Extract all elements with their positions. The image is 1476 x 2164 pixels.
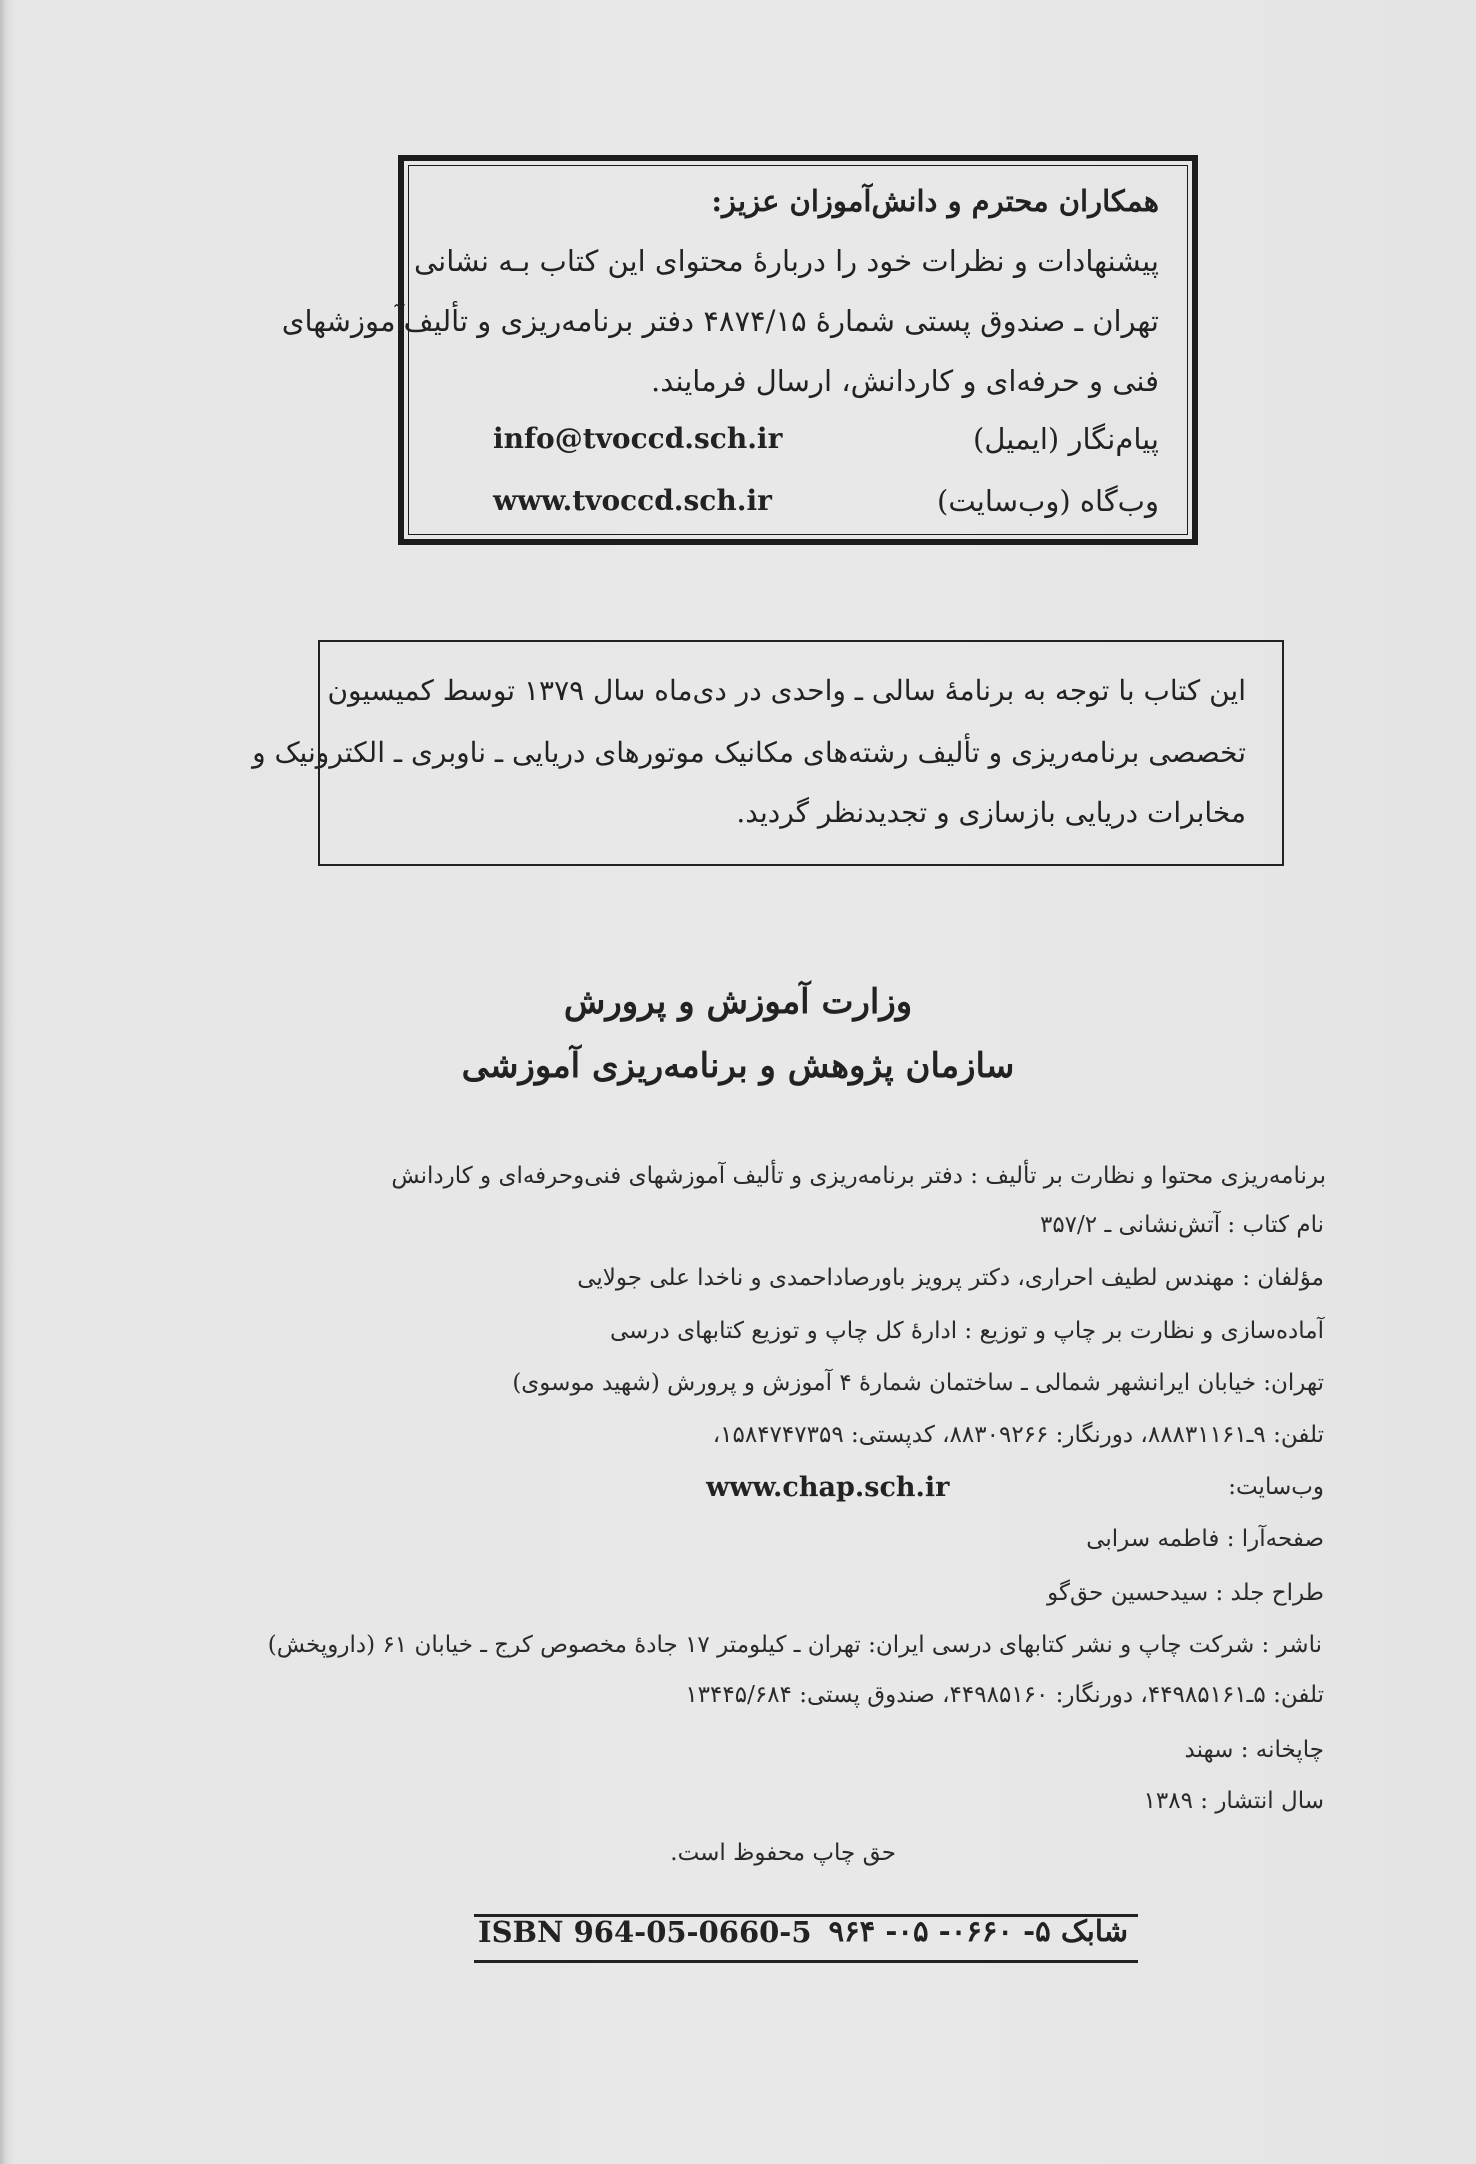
isbn-bottom-rule [474,1960,1138,1963]
address-line: تهران: خیابان ایرانشهر شمالی ـ ساختمان شمارهٔ ۴ آموزش و پرورش (شهید موسوی) [512,1370,1324,1396]
preparation-line: آماده‌سازی و نظارت بر چاپ و توزیع : ادارهٔ کل چاپ و توزیع کتابهای درسی [609,1318,1324,1344]
chap-website-label: وب‌سایت: [1228,1474,1324,1500]
authors-line: مؤلفان : مهندس لطیف احراری، دکتر پرویز باورصاداحمدی و ناخدا علی جولایی [577,1265,1324,1291]
feedback-line-2: تهران ـ صندوق پستی شمارهٔ ۴۸۷۴/۱۵ دفتر برنامه‌ریزی و تألیف‌آموزشهای [281,304,1159,338]
copyright-line: حق چاپ محفوظ است. [670,1840,896,1866]
feedback-heading: همکاران محترم و دانش‌آموزان عزیز: [711,184,1159,218]
feedback-line-1: پیشنهادات و نظرات خود را دربارهٔ محتوای این کتاب بـه نشانی [413,244,1159,278]
phone-line: تلفن: ۹ـ۸۸۸۳۱۱۶۱، دورنگار: ۸۸۳۰۹۲۶۶، کدپستی: ۱۵۸۴۷۴۷۳۵۹، [712,1422,1324,1448]
publisher-phone-line: تلفن: ۵ـ۴۴۹۸۵۱۶۱، دورنگار: ۴۴۹۸۵۱۶۰، صندوق پستی: ۱۳۴۴۵/۶۸۴ [685,1682,1324,1708]
approval-line-2: تخصصی برنامه‌ریزی و تألیف رشته‌های مکانیک موتورهای دریایی ـ ناوبری ـ الکترونیک و [252,736,1246,769]
approval-line-3: مخابرات دریایی بازسازی و تجدیدنظر گردید. [736,796,1246,829]
ministry-title: وزارت آموزش و پرورش [563,982,913,1022]
printing-house-line: چاپخانه : سهند [1184,1737,1324,1763]
feedback-line-3: فنی و حرفه‌ای و کاردانش، ارسال فرمایند. [651,364,1159,398]
feedback-box [281,155,1198,545]
isbn-english: ISBN 964-05-0660-5 [478,1915,812,1949]
publisher-line: ناشر : شرکت چاپ و نشر کتابهای درسی ایران: تهران ـ کیلومتر ۱۷ جادهٔ مخصوص کرج ـ خیابان ۶۱ (داروپخش) [267,1632,1322,1658]
email-label: پیام‌نگار (ایمیل) [973,422,1159,456]
email-value: info@tvoccd.sch.ir [493,422,783,455]
cover-designer-line: طراح جلد : سیدحسین حق‌گو [1047,1580,1324,1606]
publication-year-line: سال انتشار : ۱۳۸۹ [1143,1788,1324,1814]
approval-line-1: این کتاب با توجه به برنامهٔ سالی ـ واحدی در دی‌ماه سال ۱۳۷۹ توسط کمیسیون [327,674,1246,707]
isbn-persian: شابک ۵- ۰۶۶۰- ۰۵- ۹۶۴ [828,1914,1128,1948]
supervision-line: برنامه‌ریزی محتوا و نظارت بر تألیف : دفتر برنامه‌ریزی و تألیف آموزشهای فنی‌وحرفه‌ای و کاردانش [391,1163,1326,1189]
organization-title: سازمان پژوهش و برنامه‌ریزی آموزشی [461,1046,1015,1086]
website-value: www.tvoccd.sch.ir [493,484,772,517]
book-name-line: نام کتاب : آتش‌نشانی ـ ۳۵۷/۲ [1039,1212,1324,1238]
website-label: وب‌گاه (وب‌سایت) [937,484,1159,518]
layout-designer-line: صفحه‌آرا : فاطمه سرابی [1086,1526,1324,1552]
feedback-box-inner [281,165,1188,535]
chap-website-value: www.chap.sch.ir [706,1472,950,1503]
approval-box [252,640,1284,866]
